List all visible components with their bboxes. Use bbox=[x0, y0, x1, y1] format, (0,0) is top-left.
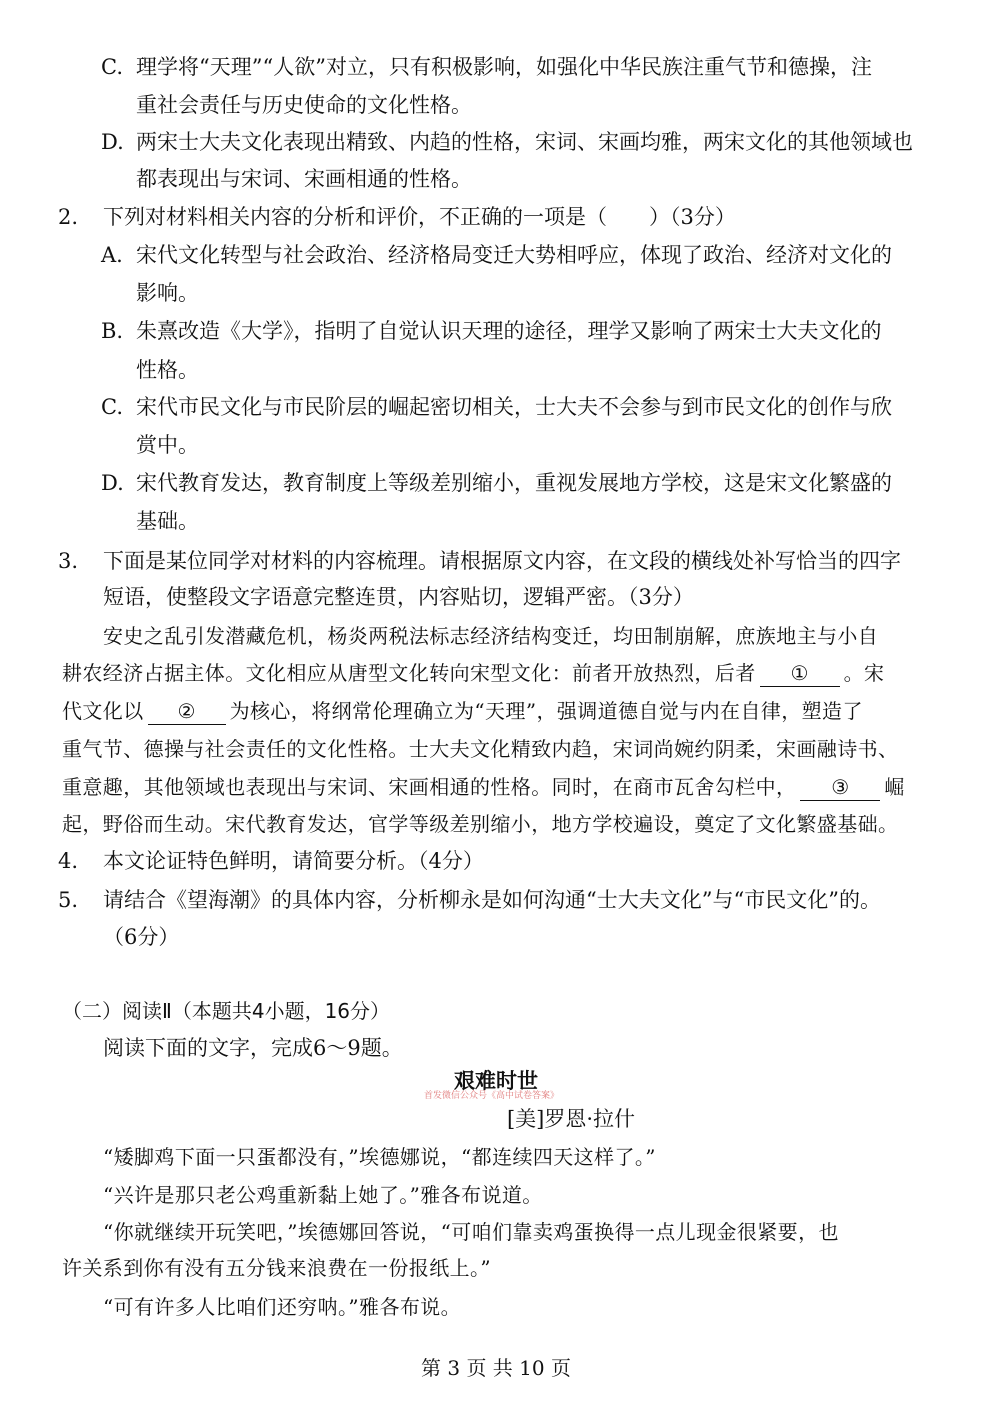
option-text: 赏中。 bbox=[136, 433, 199, 457]
passage-text: 安史之乱引发潜藏危机，杨炎两税法标志经济结构变迁，均田制崩解，庶族地主与小自 bbox=[103, 624, 879, 648]
option-text: 朱熹改造《大学》，指明了自觉认识天理的途径，理学又影响了两宋士大夫文化的 bbox=[136, 319, 882, 343]
paragraph-text: “你就继续开玩笑吧，”埃德娜回答说，“可咱们靠卖鸡蛋换得一点儿现金很紧要，也 bbox=[103, 1220, 839, 1244]
passage-text: 为核心，将纲常伦理确立为“天理”，强调道德自觉与内在自律，塑造了 bbox=[229, 699, 863, 723]
passage-text: 。宋 bbox=[843, 661, 885, 685]
option-letter: C. bbox=[101, 395, 123, 419]
option-letter: B. bbox=[101, 319, 124, 343]
question-number: 3. bbox=[58, 549, 79, 573]
option-text: 宋代市民文化与市民阶层的崛起密切相关，士大夫不会参与到市民文化的创作与欣 bbox=[136, 395, 892, 419]
author-text: [美]罗恩·拉什 bbox=[506, 1107, 636, 1131]
option-text: 理学将“天理”“人欲”对立，只有积极影响，如强化中华民族注重气节和德操，注 bbox=[136, 55, 872, 79]
passage-text: 代文化以 bbox=[62, 699, 144, 723]
passage-text: 起，野俗而生动。宋代教育发达，官学等级差别缩小，地方学校遍设，奠定了文化繁盛基础。 bbox=[62, 812, 899, 836]
question-stem: 短语，使整段文字语意完整连贯，内容贴切，逻辑严密。（3分） bbox=[103, 585, 694, 609]
option-letter: D. bbox=[101, 471, 124, 495]
question-number: 5. bbox=[58, 888, 79, 912]
option-letter: C. bbox=[101, 55, 123, 79]
blank-3[interactable]: ③ bbox=[800, 774, 880, 801]
question-stem: 请结合《望海潮》的具体内容，分析柳永是如何沟通“士大夫文化”与“市民文化”的。 bbox=[103, 888, 881, 912]
option-text: 宋代文化转型与社会政治、经济格局变迁大势相呼应，体现了政治、经济对文化的 bbox=[136, 243, 892, 267]
blank-2[interactable]: ② bbox=[148, 698, 226, 725]
option-text: 都表现出与宋词、宋画相通的性格。 bbox=[136, 167, 472, 191]
story-title: 艰难时世 bbox=[454, 1069, 538, 1093]
page-footer: 第 3 页 共 10 页 bbox=[421, 1356, 571, 1380]
option-text: 两宋士大夫文化表现出精致、内趋的性格，宋词、宋画均雅，两宋文化的其他领域也 bbox=[136, 130, 913, 154]
passage-text: 重意趣，其他领域也表现出与宋词、宋画相通的性格。同时，在商市瓦舍勾栏中， bbox=[62, 775, 797, 799]
blank-1[interactable]: ① bbox=[760, 660, 840, 687]
option-text: 影响。 bbox=[136, 281, 199, 305]
watermark: 首发微信公众号《高中试卷答案》 bbox=[424, 1091, 560, 1101]
passage-text: 崛 bbox=[884, 775, 905, 799]
passage-text: 重气节、德操与社会责任的文化性格。士大夫文化精致内趋，宋词尚婉约阴柔，宋画融诗书、 bbox=[62, 737, 899, 761]
paragraph-text: “可有许多人比咱们还穷呐。”雅各布说。 bbox=[103, 1295, 462, 1319]
option-text: 性格。 bbox=[136, 358, 199, 382]
instruction-text: 阅读下面的文字，完成6～9题。 bbox=[103, 1036, 403, 1060]
section-title: （二）阅读Ⅱ（本题共4小题，16分） bbox=[62, 999, 391, 1023]
question-stem: 本文论证特色鲜明，请简要分析。（4分） bbox=[103, 849, 484, 873]
question-score: （6分） bbox=[103, 925, 180, 949]
option-text: 基础。 bbox=[136, 509, 199, 533]
paragraph-text: 许关系到你有没有五分钱来浪费在一份报纸上。” bbox=[62, 1256, 492, 1280]
question-number: 4. bbox=[58, 849, 79, 873]
story-author bbox=[0, 1104, 992, 1134]
option-letter: A. bbox=[101, 243, 123, 267]
question-stem: 下面是某位同学对材料的内容梳理。请根据原文内容，在文段的横线处补写恰当的四字 bbox=[103, 549, 901, 573]
option-text: 重社会责任与历史使命的文化性格。 bbox=[136, 93, 472, 117]
question-number: 2. bbox=[58, 205, 79, 229]
option-letter: D. bbox=[101, 130, 124, 154]
paragraph-text: “矮脚鸡下面一只蛋都没有，”埃德娜说，“都连续四天这样了。” bbox=[103, 1145, 656, 1169]
paragraph-text: “兴许是那只老公鸡重新黏上她了。”雅各布说道。 bbox=[103, 1183, 543, 1207]
question-stem: 下列对材料相关内容的分析和评价，不正确的一项是（ ）（3分） bbox=[103, 205, 736, 229]
passage-text: 耕农经济占据主体。文化相应从唐型文化转向宋型文化：前者开放热烈，后者 bbox=[62, 661, 756, 685]
option-text: 宋代教育发达，教育制度上等级差别缩小，重视发展地方学校，这是宋文化繁盛的 bbox=[136, 471, 892, 495]
